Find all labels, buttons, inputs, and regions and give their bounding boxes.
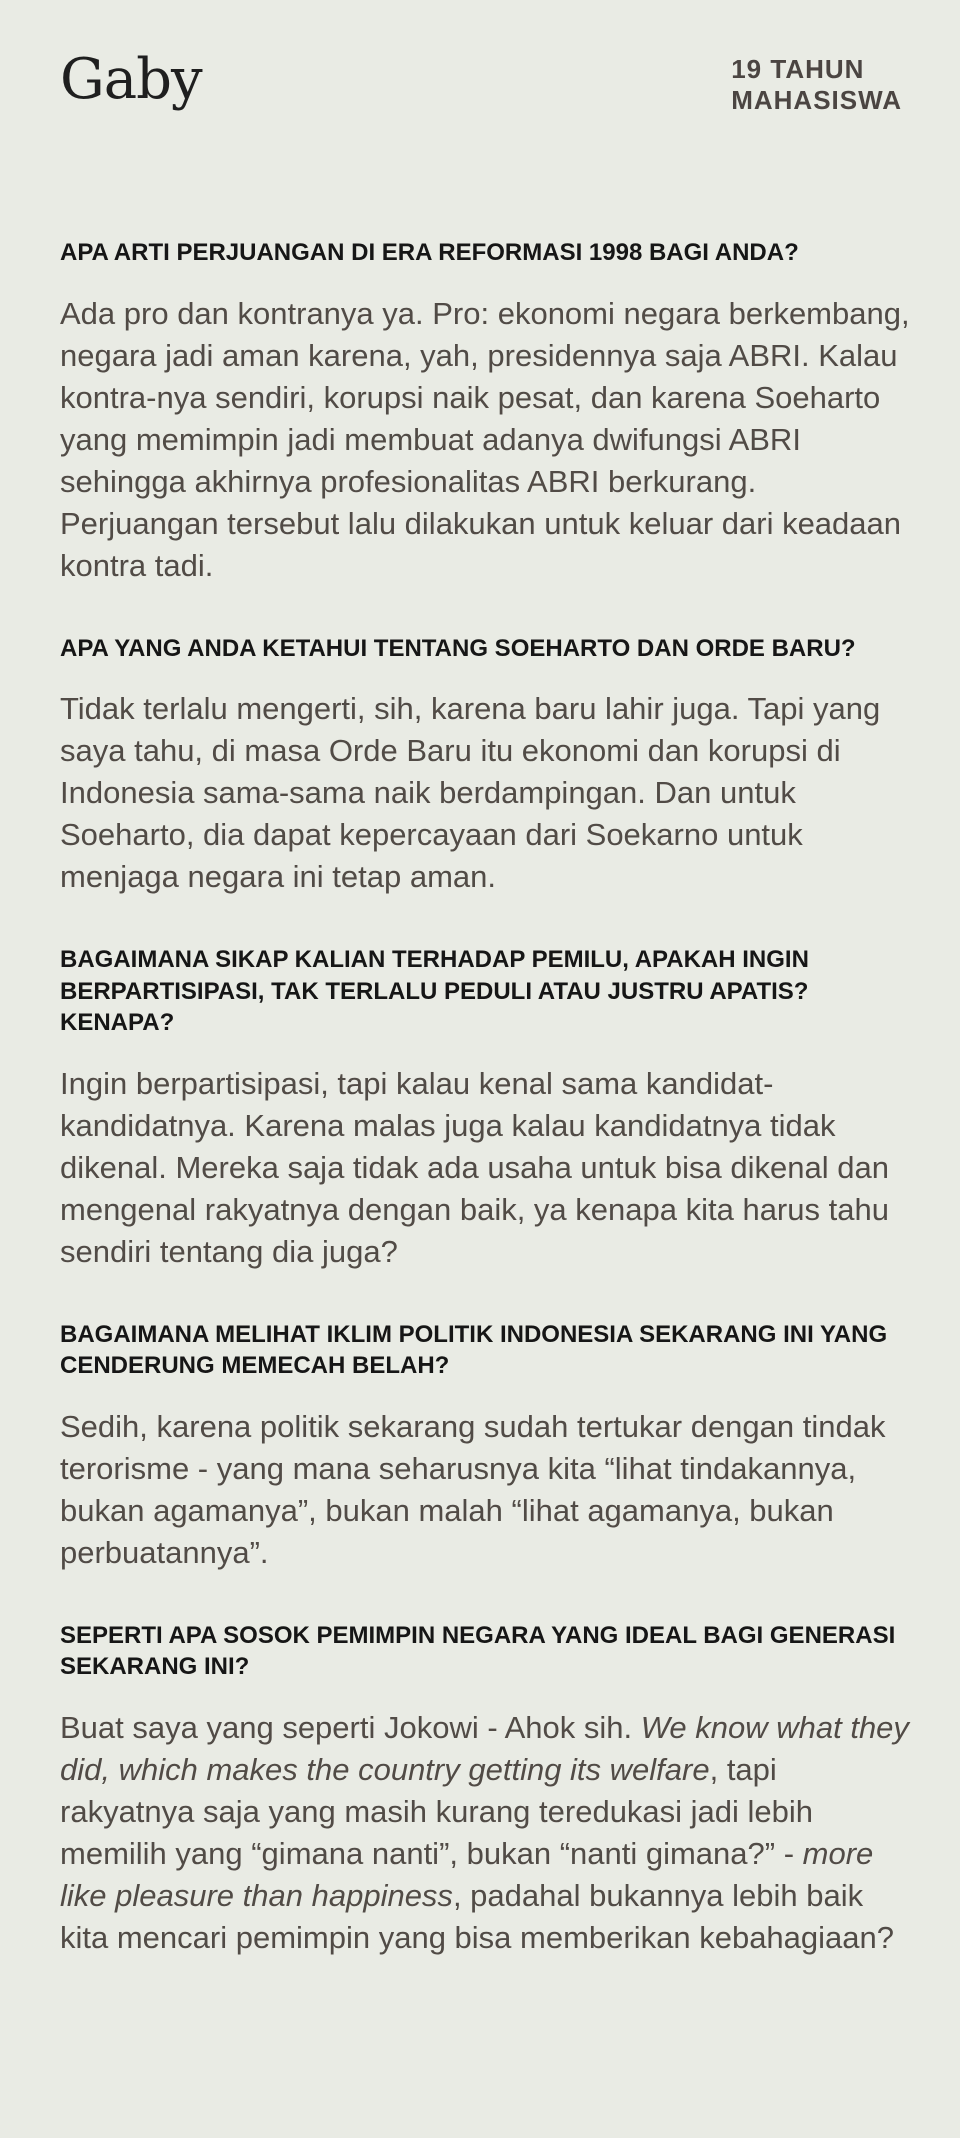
respondent-occupation: MAHASISWA <box>731 85 902 115</box>
interview-content <box>60 237 910 2005</box>
question-4: BAGAIMANA MELIHAT IKLIM POLITIK INDONESIA SEKARANG INI YANG CENDERUNG MEMECAH BELAH? <box>60 1320 888 1379</box>
respondent-meta <box>731 54 902 116</box>
qa-item-5 <box>60 1620 910 1959</box>
respondent-age: 19 TAHUN <box>731 54 865 84</box>
answer-5-part-5: , padahal bukannya lebih baik kita mencari pemimpin yang bisa memberikan kebahagiaan? <box>60 1877 895 1955</box>
qa-item-3 <box>60 944 910 1273</box>
answer-5-part-1: Buat saya yang seperti Jokowi - Ahok sih. <box>60 1709 641 1745</box>
qa-item-1 <box>60 237 910 587</box>
qa-item-4 <box>60 1319 910 1574</box>
qa-item-2 <box>60 633 910 899</box>
respondent-name: Gaby <box>60 47 202 112</box>
question-5: SEPERTI APA SOSOK PEMIMPIN NEGARA YANG IDEAL BAGI GENERASI SEKARANG INI? <box>60 1621 896 1680</box>
answer-5-italic-2: more like pleasure than happiness <box>60 1835 874 1913</box>
answer-1: Ada pro dan kontranya ya. Pro: ekonomi negara berkembang, negara jadi aman karena, yah, presidennya saja ABRI. Kalau kontra-nya sendiri, korupsi naik pesat, dan karena Soeharto yang memimpin jadi membuat adanya dwifungsi ABRI sehingga akhirnya profesionalitas ABRI berkurang. Perjuangan tersebut lalu dilakukan untuk keluar dari keadaan kontra tadi. <box>60 295 910 583</box>
answer-5 <box>60 1707 910 1959</box>
question-2: APA YANG ANDA KETAHUI TENTANG SOEHARTO DAN ORDE BARU? <box>60 634 856 662</box>
answer-4: Sedih, karena politik sekarang sudah tertukar dengan tindak terorisme - yang mana seharusnya kita “lihat tindakannya, bukan agamanya”, bukan malah “lihat agamanya, bukan perbuatannya”. <box>60 1408 886 1570</box>
answer-3: Ingin berpartisipasi, tapi kalau kenal sama kandidat-kandidatnya. Karena malas juga kalau kandidatnya tidak dikenal. Mereka saja tidak ada usaha untuk bisa dikenal dan mengenal rakyatnya dengan baik, ya kenapa kita harus tahu sendiri tentang dia juga? <box>60 1065 889 1269</box>
question-1: APA ARTI PERJUANGAN DI ERA REFORMASI 1998 BAGI ANDA? <box>60 239 799 266</box>
question-3: BAGAIMANA SIKAP KALIAN TERHADAP PEMILU, APAKAH INGIN BERPARTISIPASI, TAK TERLALU PEDULI ATAU JUSTRU APATIS? KENAPA? <box>60 946 809 1036</box>
profile-header <box>60 46 902 126</box>
answer-5-part-3: , tapi rakyatnya saja yang masih kurang teredukasi jadi lebih memilih yang “gimana nanti”, bukan “nanti gimana?” - <box>60 1751 814 1871</box>
answer-5-italic-1: We know what they did, which makes the country getting its welfare <box>60 1709 909 1787</box>
answer-2: Tidak terlalu mengerti, sih, karena baru lahir juga. Tapi yang saya tahu, di masa Orde Baru itu ekonomi dan korupsi di Indonesia sama-sama naik berdampingan. Dan untuk Soeharto, dia dapat kepercayaan dari Soekarno untuk menjaga negara ini tetap aman. <box>60 691 881 894</box>
